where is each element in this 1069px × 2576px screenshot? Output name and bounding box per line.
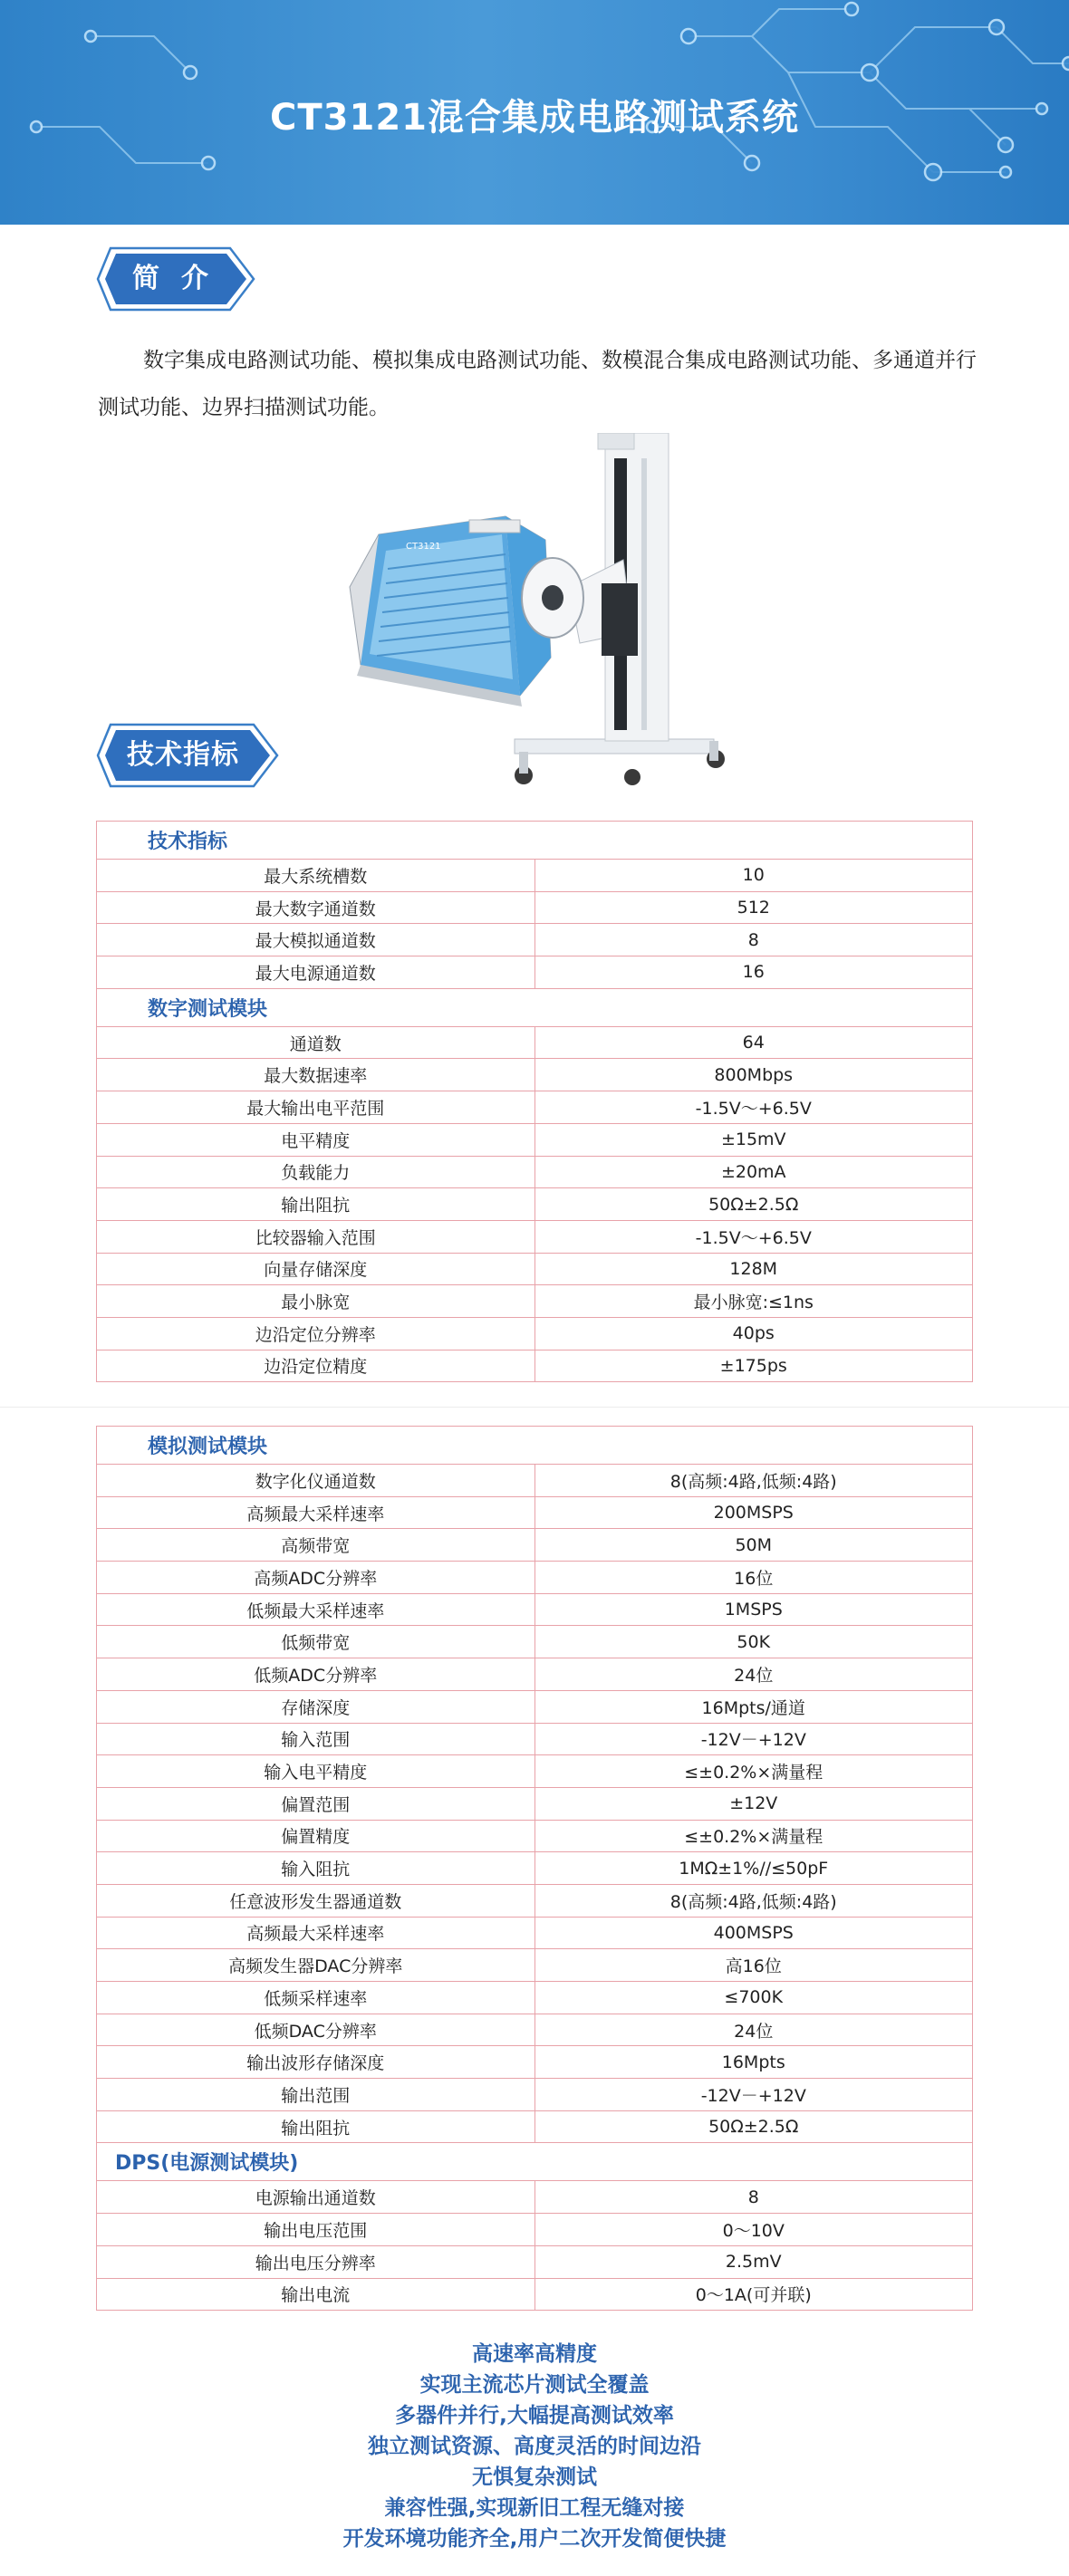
spec-value: 8(高频:4路,低频:4路) bbox=[534, 1884, 973, 1917]
table-row bbox=[97, 1156, 973, 1188]
spec-value: 128M bbox=[534, 1253, 973, 1285]
spec-name: 输出范围 bbox=[97, 2079, 535, 2111]
machine-badge: CT3121 bbox=[406, 542, 441, 552]
table-row bbox=[97, 1285, 973, 1318]
spec-name: 电源输出通道数 bbox=[97, 2181, 535, 2214]
table-row bbox=[97, 891, 973, 924]
table-row bbox=[97, 860, 973, 892]
spec-value: 8 bbox=[534, 924, 973, 956]
spec-value: ±20mA bbox=[534, 1156, 973, 1188]
spec-name: 电平精度 bbox=[97, 1123, 535, 1156]
spec-name: 高频最大采样速率 bbox=[97, 1917, 535, 1949]
spec-value: ≤700K bbox=[534, 1982, 973, 2014]
spec-value: 40ps bbox=[534, 1317, 973, 1350]
table-row bbox=[97, 1658, 973, 1691]
spec-value: 200MSPS bbox=[534, 1496, 973, 1529]
table-row bbox=[97, 924, 973, 956]
table-row bbox=[97, 2245, 973, 2278]
spec-name: 输出电流 bbox=[97, 2278, 535, 2311]
section-tag-intro bbox=[94, 245, 257, 313]
spec-name: 向量存储深度 bbox=[97, 1253, 535, 1285]
spec-name: 通道数 bbox=[97, 1026, 535, 1059]
spec-name: 低频最大采样速率 bbox=[97, 1593, 535, 1626]
spec-value: 16Mpts/通道 bbox=[534, 1690, 973, 1723]
spec-name: 输出阻抗 bbox=[97, 1188, 535, 1221]
spec-value: -1.5V～+6.5V bbox=[534, 1091, 973, 1124]
feature-item: 兼容性强,实现新旧工程无缝对接 bbox=[384, 2496, 685, 2520]
spec-name: 高频带宽 bbox=[97, 1529, 535, 1562]
feature-item: 实现主流芯片测试全覆盖 bbox=[419, 2373, 650, 2397]
section-row bbox=[97, 988, 973, 1026]
spec-name: 边沿定位分辨率 bbox=[97, 1317, 535, 1350]
spec-name: 数字化仪通道数 bbox=[97, 1465, 535, 1497]
table-row bbox=[97, 1350, 973, 1382]
table-row bbox=[97, 1059, 973, 1091]
table-row bbox=[97, 1755, 973, 1788]
spec-name: 最大系统槽数 bbox=[97, 860, 535, 892]
spec-value: 16Mpts bbox=[534, 2046, 973, 2079]
table-row bbox=[97, 1091, 973, 1124]
feature-item: 开发环境功能齐全,用户二次开发简便快捷 bbox=[342, 2527, 727, 2551]
spec-name: 输出波形存储深度 bbox=[97, 2046, 535, 2079]
table-row bbox=[97, 1626, 973, 1658]
feature-list bbox=[0, 2339, 1069, 2554]
spec-value: 24位 bbox=[534, 2014, 973, 2046]
spec-value: 10 bbox=[534, 860, 973, 892]
spec-name: 偏置精度 bbox=[97, 1820, 535, 1852]
spec-name: 最大输出电平范围 bbox=[97, 1091, 535, 1124]
spec-name: 低频ADC分辨率 bbox=[97, 1658, 535, 1691]
spec-name: 低频采样速率 bbox=[97, 1982, 535, 2014]
section-title: 模拟测试模块 bbox=[97, 1427, 973, 1465]
divider bbox=[0, 1407, 1069, 1408]
table-row bbox=[97, 2214, 973, 2246]
spec-name: 输出阻抗 bbox=[97, 2110, 535, 2143]
spec-value: 50Ω±2.5Ω bbox=[534, 2110, 973, 2143]
specs-tag-label: 技术指标 bbox=[127, 739, 239, 771]
spec-value: -12V－+12V bbox=[534, 2079, 973, 2111]
section-tag-specs bbox=[94, 721, 281, 790]
table-row bbox=[97, 1787, 973, 1820]
spec-name: 偏置范围 bbox=[97, 1787, 535, 1820]
spec-value: 2.5mV bbox=[534, 2245, 973, 2278]
spec-name: 最大模拟通道数 bbox=[97, 924, 535, 956]
table-row bbox=[97, 1723, 973, 1755]
spec-value: 512 bbox=[534, 891, 973, 924]
spec-name: 负载能力 bbox=[97, 1156, 535, 1188]
table-row bbox=[97, 1820, 973, 1852]
spec-value: 8 bbox=[534, 2181, 973, 2214]
section-title: 技术指标 bbox=[97, 822, 973, 860]
spec-name: 输入范围 bbox=[97, 1723, 535, 1755]
spec-value: 最小脉宽:≤1ns bbox=[534, 1285, 973, 1318]
spec-name: 低频DAC分辨率 bbox=[97, 2014, 535, 2046]
spec-name: 输出电压范围 bbox=[97, 2214, 535, 2246]
section-row bbox=[97, 2143, 973, 2181]
test-system-machine-image bbox=[342, 433, 741, 813]
spec-value: ±175ps bbox=[534, 1350, 973, 1382]
header-banner bbox=[0, 0, 1069, 225]
feature-item: 多器件并行,大幅提高测试效率 bbox=[395, 2404, 674, 2427]
table-row bbox=[97, 1884, 973, 1917]
table-row bbox=[97, 1562, 973, 1594]
spec-value: 50Ω±2.5Ω bbox=[534, 1188, 973, 1221]
feature-item: 高速率高精度 bbox=[472, 2342, 597, 2366]
spec-value: -12V－+12V bbox=[534, 1723, 973, 1755]
table-row bbox=[97, 1593, 973, 1626]
spec-value: 8(高频:4路,低频:4路) bbox=[534, 1465, 973, 1497]
table-row bbox=[97, 2278, 973, 2311]
intro-paragraph: 数字集成电路测试功能、模拟集成电路测试功能、数模混合集成电路测试功能、多通道并行测试功能、边界扫描测试功能。 bbox=[98, 349, 977, 419]
table-row bbox=[97, 1852, 973, 1885]
spec-value: 64 bbox=[534, 1026, 973, 1059]
spec-value: 1MSPS bbox=[534, 1593, 973, 1626]
table-row bbox=[97, 956, 973, 989]
spec-value: ≤±0.2%×满量程 bbox=[534, 1755, 973, 1788]
table-row bbox=[97, 2110, 973, 2143]
table-row bbox=[97, 1465, 973, 1497]
table-row bbox=[97, 2181, 973, 2214]
section-title: 数字测试模块 bbox=[97, 988, 973, 1026]
table-row bbox=[97, 1529, 973, 1562]
spec-table-analog-dps bbox=[96, 1426, 973, 2311]
spec-value: ±15mV bbox=[534, 1123, 973, 1156]
spec-name: 任意波形发生器通道数 bbox=[97, 1884, 535, 1917]
intro-tag-label: 简介 bbox=[132, 263, 230, 294]
spec-value: 400MSPS bbox=[534, 1917, 973, 1949]
table-row bbox=[97, 2079, 973, 2111]
spec-name: 高频最大采样速率 bbox=[97, 1496, 535, 1529]
feature-item: 无惧复杂测试 bbox=[472, 2465, 597, 2489]
table-row bbox=[97, 1949, 973, 1982]
spec-name: 输入阻抗 bbox=[97, 1852, 535, 1885]
spec-value: ≤±0.2%×满量程 bbox=[534, 1820, 973, 1852]
spec-value: 16 bbox=[534, 956, 973, 989]
table-row bbox=[97, 1123, 973, 1156]
table-row bbox=[97, 1690, 973, 1723]
page-title: CT3121混合集成电路测试系统 bbox=[270, 97, 799, 139]
spec-value: 高16位 bbox=[534, 1949, 973, 1982]
spec-value: 0～1A(可并联) bbox=[534, 2278, 973, 2311]
spec-value: 24位 bbox=[534, 1658, 973, 1691]
table-row bbox=[97, 1188, 973, 1221]
spec-value: 50M bbox=[534, 1529, 973, 1562]
spec-name: 最大数据速率 bbox=[97, 1059, 535, 1091]
table-row bbox=[97, 2046, 973, 2079]
spec-name: 比较器输入范围 bbox=[97, 1220, 535, 1253]
spec-value: ±12V bbox=[534, 1787, 973, 1820]
table-row bbox=[97, 1917, 973, 1949]
spec-value: 800Mbps bbox=[534, 1059, 973, 1091]
spec-name: 高频ADC分辨率 bbox=[97, 1562, 535, 1594]
spec-name: 输入电平精度 bbox=[97, 1755, 535, 1788]
table-row bbox=[97, 1026, 973, 1059]
spec-name: 最大电源通道数 bbox=[97, 956, 535, 989]
feature-item: 独立测试资源、高度灵活的时间边沿 bbox=[368, 2435, 701, 2458]
spec-value: 0～10V bbox=[534, 2214, 973, 2246]
table-row bbox=[97, 2014, 973, 2046]
spec-name: 输出电压分辨率 bbox=[97, 2245, 535, 2278]
spec-name: 最小脉宽 bbox=[97, 1285, 535, 1318]
spec-name: 高频发生器DAC分辨率 bbox=[97, 1949, 535, 1982]
section-row bbox=[97, 822, 973, 860]
spec-name: 边沿定位精度 bbox=[97, 1350, 535, 1382]
table-row bbox=[97, 1253, 973, 1285]
table-row bbox=[97, 1317, 973, 1350]
spec-name: 存储深度 bbox=[97, 1690, 535, 1723]
spec-value: 16位 bbox=[534, 1562, 973, 1594]
table-row bbox=[97, 1982, 973, 2014]
section-title: DPS(电源测试模块) bbox=[97, 2143, 973, 2181]
table-row bbox=[97, 1220, 973, 1253]
spec-table-system-digital bbox=[96, 821, 973, 1382]
spec-value: -1.5V～+6.5V bbox=[534, 1220, 973, 1253]
table-row bbox=[97, 1496, 973, 1529]
spec-value: 1MΩ±1%//≤50pF bbox=[534, 1852, 973, 1885]
spec-value: 50K bbox=[534, 1626, 973, 1658]
section-row bbox=[97, 1427, 973, 1465]
spec-name: 最大数字通道数 bbox=[97, 891, 535, 924]
spec-name: 低频带宽 bbox=[97, 1626, 535, 1658]
